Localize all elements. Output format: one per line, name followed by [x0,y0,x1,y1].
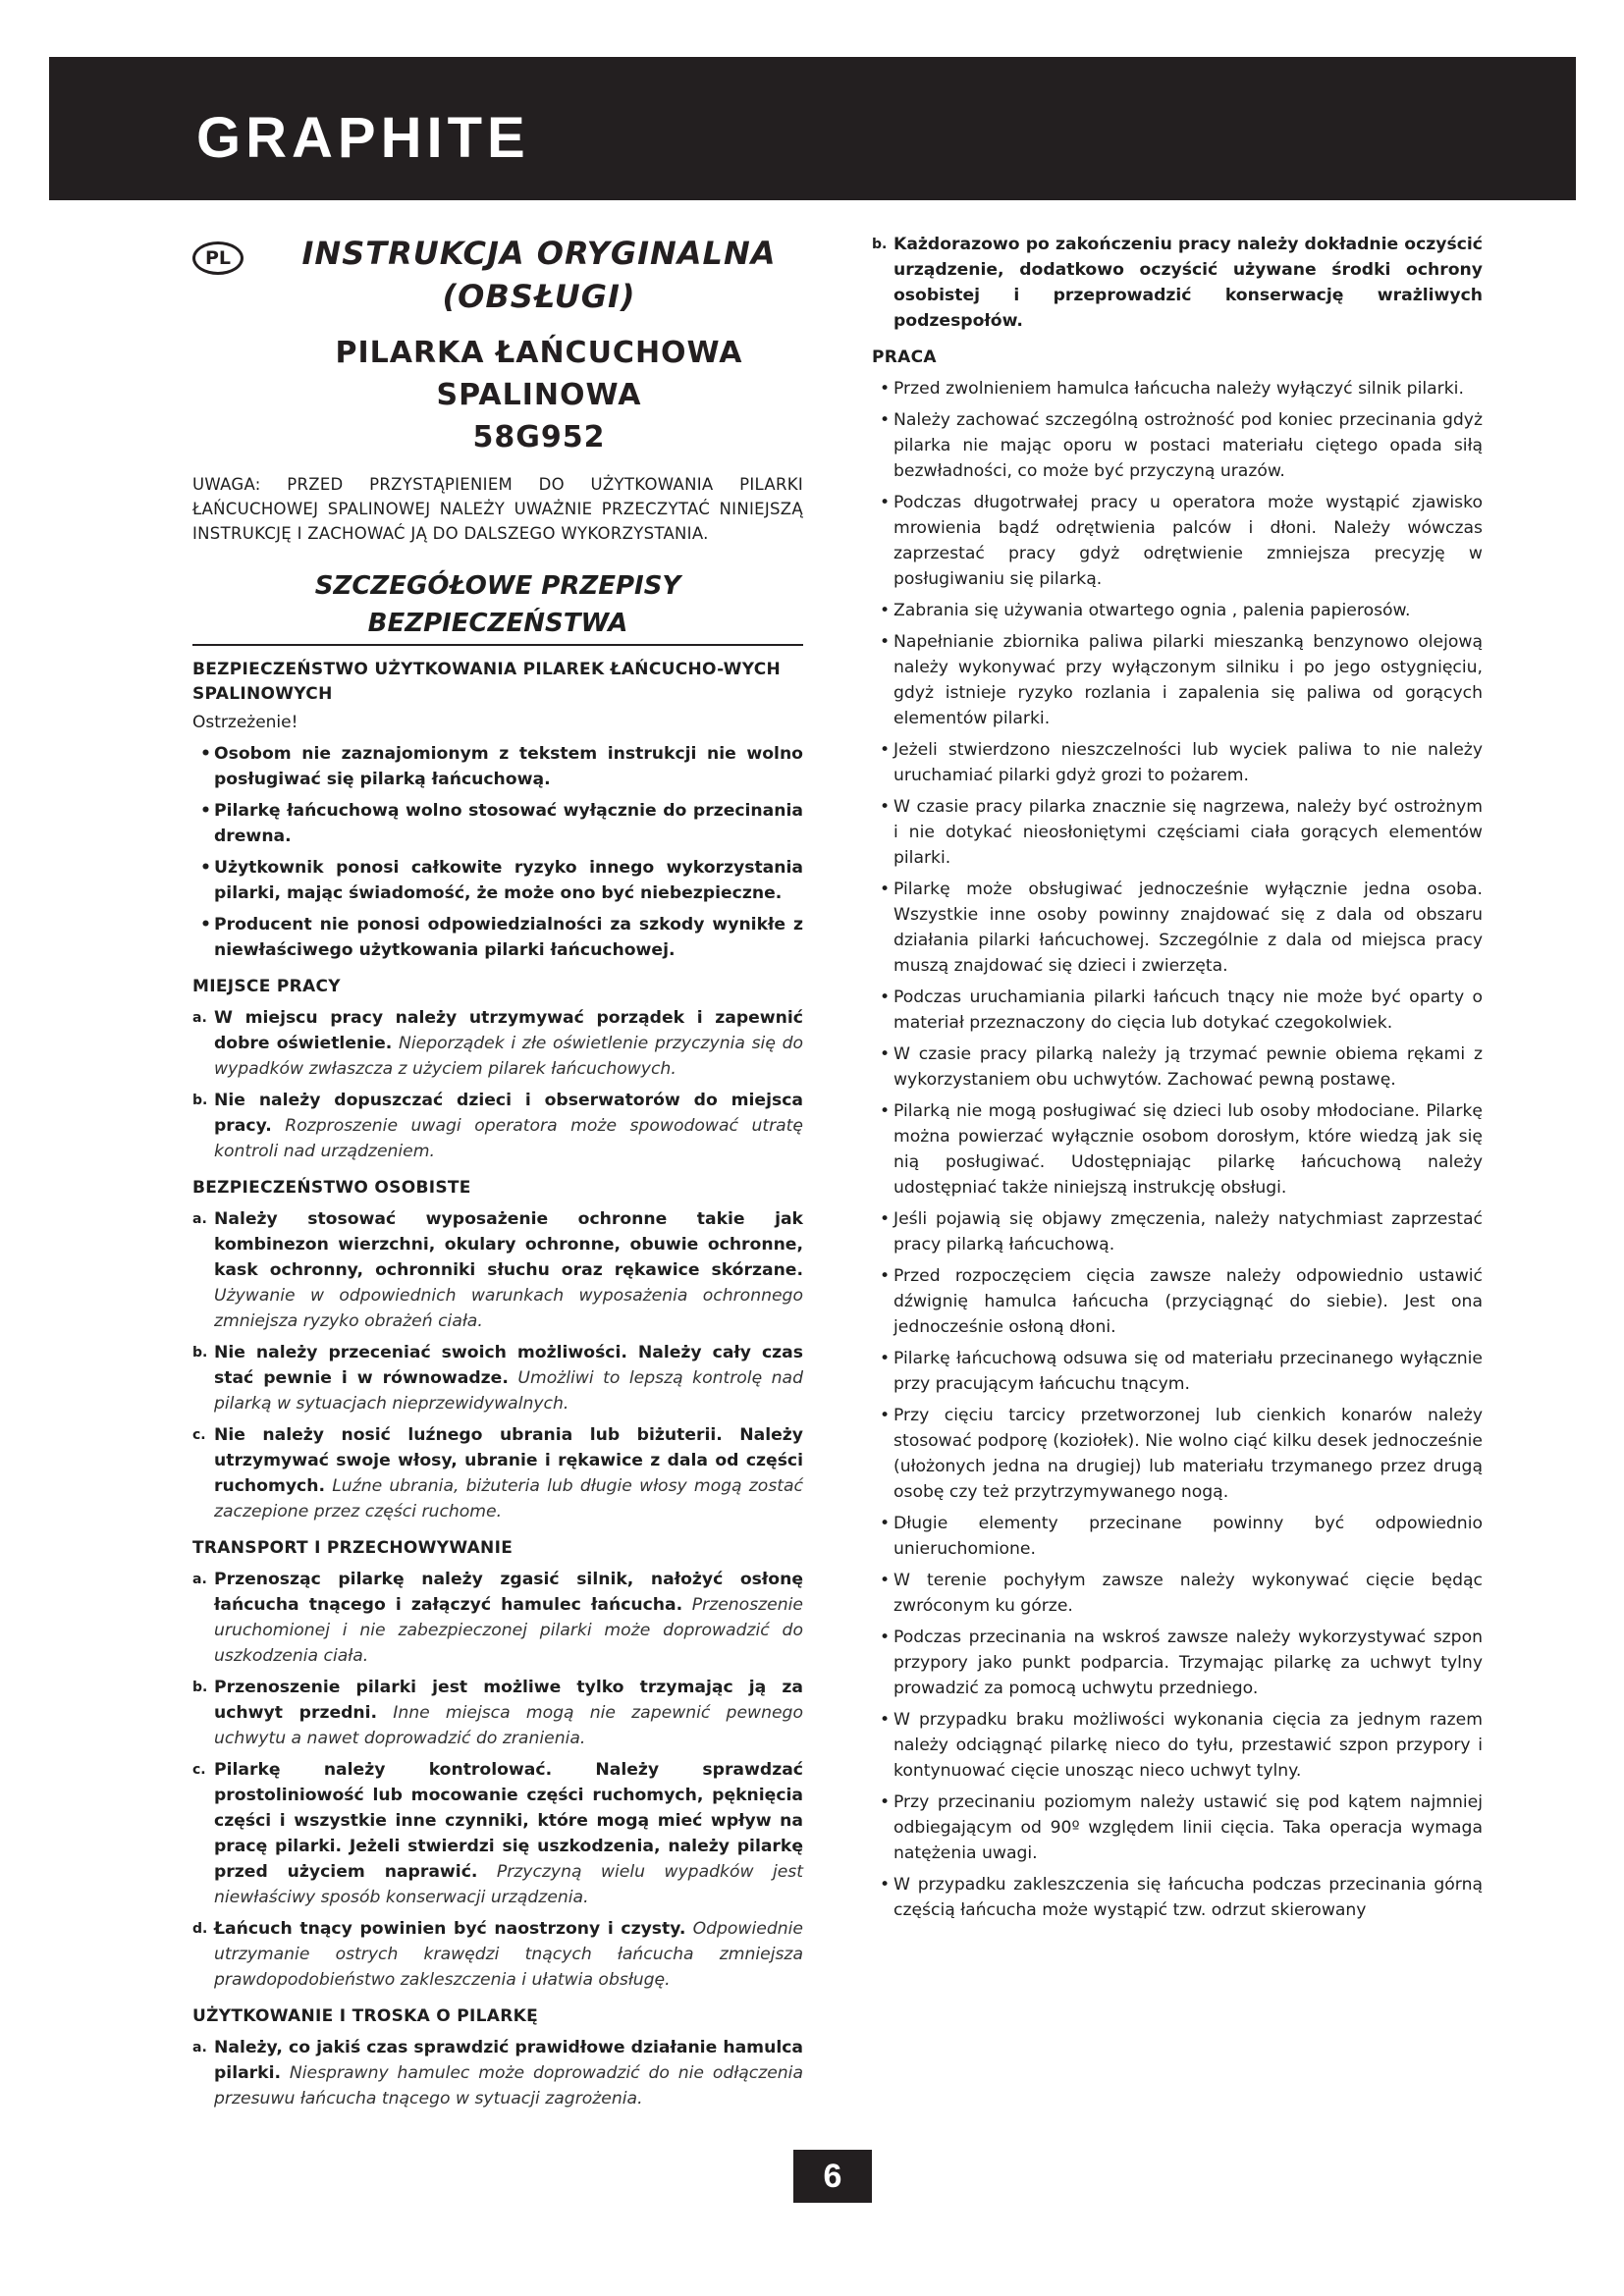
product-name-2: SPALINOWA [436,378,642,412]
list-item: • Przed zwolnieniem hamulca łańcucha należy wyłączyć silnik pilarki. [872,376,1483,401]
care-heading: UŻYTKOWANIE I TROSKA O PILARKĘ [192,2006,539,2026]
list-item: • Przed rozpoczęciem cięcia zawsze należy odpowiednio ustawić dźwignię hamulca łańcucha (przyciągnąć do siebie). Jest ona jednocześnie osłoną dłoni. [872,1263,1483,1340]
list-item: a. Należy stosować wyposażenie ochronne takie jak kombinezon wierzchni, okulary ochronne, obuwie ochronne, kask ochronny, ochronniki słuchu oraz rękawice skórzane. Używanie w odpowiednich warunkach wyposażenia ochronnego zmniejsza ryzyko obrażeń ciała. [192,1209,803,1331]
list-item: • Podczas długotrwałej pracy u operatora może wystąpić zjawisko mrowienia bądź odrętwienia palców i dłoni. Należy wówczas zaprzestać pracy gdyż odrętwienie zmniejsza precyzję w posługiwaniu się pilarką. [872,490,1483,592]
warning-text: UWAGA: PRZED PRZYSTĄPIENIEM DO UŻYTKOWANIA PILARKI ŁAŃCUCHOWEJ SPALINOWEJ NALEŻY UWAŻNIE PRZECZYTAĆ NINIEJSZĄ INSTRUKCJĘ I ZACHOWAĆ JĄ DO DALSZEGO WYKORZYSTANIA. [192,475,803,543]
list-item: • W przypadku zakleszczenia się łańcucha podczas przecinania górną częścią łańcucha może wystąpić tzw. odrzut skierowany [872,1872,1483,1923]
list-item: • Pilarkę łańcuchową wolno stosować wyłącznie do przecinania drewna. [192,798,803,849]
document-title [192,232,803,458]
list-item: • Podczas uruchamiania pilarki łańcuch tnący nie może być oparty o materiał przeznaczony do cięcia lub dotykać czegokolwiek. [872,985,1483,1036]
list-item: b. Nie należy dopuszczać dzieci i obserwatorów do miejsca pracy. Rozproszenie uwagi operatora może spowodować utratę kontroli nad urządzeniem. [192,1091,803,1161]
caution-list [192,741,803,963]
list-item: c. Nie należy nosić luźnego ubrania lub biżuterii. Należy utrzymywać swoje włosy, ubranie i rękawice z dala od części ruchomych. Luźne ubrania, biżuteria lub długie włosy mogą zostać zaczepione przez części ruchome. [192,1425,803,1522]
list-item: • Pilarkę może obsługiwać jednocześnie wyłącznie jedna osoba. Wszystkie inne osoby powinny znajdować się z dala od obszaru działania pilarki łańcuchowej. Szczególnie z dala od miejsca pracy muszą znajdować się dzieci i zwierzęta. [872,877,1483,979]
list-item: • Pilarką nie mogą posługiwać się dzieci lub osoby młodociane. Pilarkę można powierzać wyłącznie osobom dorosłym, które wiedzą jak się nią posługiwać. Udostępniając pilarkę łańcuchową należy udostępniać także niniejszą instrukcję obsługi. [872,1098,1483,1201]
list-item: • W przypadku braku możliwości wykonania cięcia za jednym razem należy odciągnąć pilarkę nieco do tyłu, przestawić szpon przypory i kontynuować cięcie unosząc nieco uchwyt tylny. [872,1707,1483,1784]
transport-heading: TRANSPORT I PRZECHOWYWANIE [192,1538,514,1558]
personal-safety-heading: BEZPIECZEŃSTWO OSOBISTE [192,1178,471,1198]
page-number: 6 [793,2150,872,2203]
brand-logo: GRAPHITE [196,106,530,170]
safety-heading: BEZPIECZEŃSTWO UŻYTKOWANIA PILAREK ŁAŃCUCHO-WYCH SPALINOWYCH [192,660,782,704]
list-item: a. W miejscu pracy należy utrzymywać porządek i zapewnić dobre oświetlenie. Nieporządek i złe oświetlenie przyczynia się do wypadków zwłaszcza z użyciem pilarek łańcuchowych. [192,1008,804,1079]
work-heading: PRACA [872,347,937,367]
list-item: • Przy przecinaniu poziomym należy ustawić się pod kątem najmniej odbiegającym od 90º względem linii cięcia. Taka operacja wymaga natężenia uwagi. [872,1789,1483,1866]
list-item: a. Należy, co jakiś czas sprawdzić prawidłowe działanie hamulca pilarki. Niesprawny hamulec może doprowadzić do nie odłączenia przesuwu łańcucha tnącego w sytuacji zagrożenia. [192,2038,803,2109]
caution-label: Ostrzeżenie! [192,713,298,732]
list-item: • Użytkownik ponosi całkowite ryzyko innego wykorzystania pilarki, mając świadomość, że może ono być niebezpieczne. [192,855,803,906]
header-bar [49,57,1576,200]
title-line-2: (OBSŁUGI) [442,278,636,315]
product-model: 58G952 [472,420,606,454]
list-item: • Pilarkę łańcuchową odsuwa się od materiału przecinanego wyłącznie przy pracującym łańcuchu tnącym. [872,1346,1483,1397]
list-item: • W terenie pochyłym zawsze należy wykonywać cięcie będąc zwróconym ku górze. [872,1568,1483,1619]
list-item: • Zabrania się używania otwartego ognia , palenia papierosów. [872,598,1483,623]
list-item: a. Przenosząc pilarkę należy zgasić silnik, nałożyć osłonę łańcucha tnącego i załączyć hamulec łańcucha. Przenoszenie uruchomionej i nie zabezpieczonej pilarki może doprowadzić do uszkodzenia ciała. [192,1570,803,1666]
list-item: • Podczas przecinania na wskroś zawsze należy wykorzystywać szpon przypory jako punkt podparcia. Trzymając pilarkę za uchwyt tylny prowadzić za pomocą uchwytu przedniego. [872,1625,1483,1701]
language-badge: PL [192,241,244,275]
list-item: • Długie elementy przecinane powinny być odpowiednio unieruchomione. [872,1511,1483,1562]
product-name-1: PILARKA ŁAŃCUCHOWA [335,336,743,370]
workplace-heading: MIEJSCE PRACY [192,977,341,996]
list-item: • W czasie pracy pilarka znacznie się nagrzewa, należy być ostrożnym i nie dotykać nieosłoniętymi częściami ciała gorących elementów pilarki. [872,794,1483,871]
list-item: • Jeżeli stwierdzono nieszczelności lub wyciek paliwa to nie należy uruchamiać pilarki gdyż grozi to pożarem. [872,737,1483,788]
section-title: SZCZEGÓŁOWE PRZEPISY BEZPIECZEŃSTWA [192,567,803,646]
left-column [192,232,803,2111]
list-item: • Producent nie ponosi odpowiedzialności za szkody wynikłe z niewłaściwego użytkowania pilarki łańcuchowej. [192,912,803,963]
list-item: • Osobom nie zaznajomionym z tekstem instrukcji nie wolno posługiwać się pilarką łańcuchową. [192,741,803,792]
list-item: • W czasie pracy pilarką należy ją trzymać pewnie obiema rękami z wykorzystaniem obu uchwytów. Zachować pewną postawę. [872,1041,1483,1093]
list-item: b. Każdorazowo po zakończeniu pracy należy dokładnie oczyścić urządzenie, dodatkowo oczyścić używane środki ochrony osobistej i przeprowadzić konserwację wrażliwych podzespołów. [872,235,1483,331]
list-item: b. Przenoszenie pilarki jest możliwe tylko trzymając ją za uchwyt przedni. Inne miejsca mogą nie zapewnić pewnego uchwytu a nawet doprowadzić do zranienia. [192,1678,803,1748]
list-item: d. Łańcuch tnący powinien być naostrzony i czysty. Odpowiednie utrzymanie ostrych krawędzi tnących łańcucha zmniejsza prawdopodobieństwo zakleszczenia i ułatwia obsługę. [192,1919,803,1990]
list-item: b. Nie należy przeceniać swoich możliwości. Należy cały czas stać pewnie i w równowadze. Umożliwi to lepszą kontrolę nad pilarką w sytuacjach nieprzewidywalnych. [192,1343,803,1414]
right-column [872,232,1483,1923]
list-item: • Napełnianie zbiornika paliwa pilarki mieszanką benzynowo olejową należy wykonywać przy wyłączonym silniku i po jego ostygnięciu, gdyż istnieje ryzyko rozlania i zapalenia się paliwa od gorących elementów pilarki. [872,629,1483,731]
title-line-1: INSTRUKCJA ORYGINALNA [301,235,777,272]
list-item: • Jeśli pojawią się objawy zmęczenia, należy natychmiast zaprzestać pracy pilarką łańcuchową. [872,1206,1483,1257]
work-list [872,376,1483,1923]
list-item: c. Pilarkę należy kontrolować. Należy sprawdzać prostoliniowość lub mocowanie części ruchomych, pęknięcia części i wszystkie inne czynniki, które mogą mieć wpływ na pracę pilarki. Jeżeli stwierdzi się uszkodzenia, należy pilarkę przed użyciem naprawić. Przyczyną wielu wypadków jest niewłaściwy sposób konserwacji urządzenia. [192,1760,803,1907]
list-item: • Należy zachować szczególną ostrożność pod koniec przecinania gdyż pilarka nie mając oporu w postaci materiału ciętego opada siłą bezwładności, co może być przyczyną urazów. [872,407,1483,484]
list-item: • Przy cięciu tarcicy przetworzonej lub cienkich konarów należy stosować podporę (koziołek). Nie wolno ciąć kilku desek jednocześnie (ułożonych jedna na drugiej) lub materiału trzymanego przez drugą osobę czy też przytrzymywanego nogą. [872,1403,1483,1505]
